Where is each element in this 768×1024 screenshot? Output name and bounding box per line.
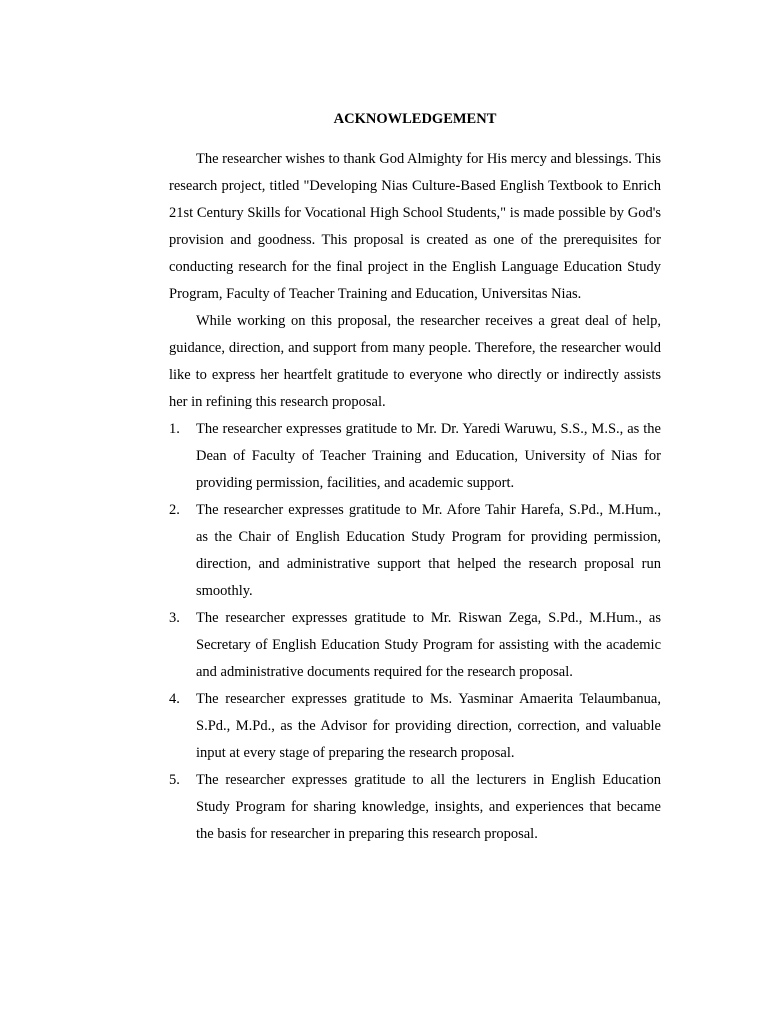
document-page bbox=[169, 108, 661, 848]
list-item-text: The researcher expresses gratitude to Mr. Riswan Zega, S.Pd., M.Hum., as Secretary of English Education Study Program for assisting with the academic and administrative documents required for the research proposal. bbox=[196, 610, 661, 680]
list-item-number: 1. bbox=[169, 421, 180, 437]
list-item bbox=[169, 605, 661, 686]
list-item-text: The researcher expresses gratitude to Mr. Afore Tahir Harefa, S.Pd., M.Hum., as the Chair of English Education Study Program for providing permission, direction, and administrative support that helped the research proposal run smoothly. bbox=[196, 502, 661, 599]
list-item bbox=[169, 416, 661, 497]
list-item-number: 5. bbox=[169, 772, 180, 788]
paragraph-intro: The researcher wishes to thank God Almighty for His mercy and blessings. This research project, titled "Developing Nias Culture-Based English Textbook to Enrich 21st Century Skills for Vocational High School Students," is made possible by God's provision and goodness. This proposal is created as one of the prerequisites for conducting research for the final project in the English Language Education Study Program, Faculty of Teacher Training and Education, Universitas Nias. bbox=[169, 151, 661, 302]
paragraph-gratitude: While working on this proposal, the researcher receives a great deal of help, guidance, direction, and support from many people. Therefore, the researcher would like to express her heartfelt gratitude to everyone who directly or indirectly assists her in refining this research proposal. bbox=[169, 313, 661, 410]
list-item-number: 3. bbox=[169, 610, 180, 626]
list-item bbox=[169, 497, 661, 605]
list-item-number: 4. bbox=[169, 691, 180, 707]
list-item-text: The researcher expresses gratitude to Ms. Yasminar Amaerita Telaumbanua, S.Pd., M.Pd., as the Advisor for providing direction, correction, and valuable input at every stage of preparing the research proposal. bbox=[196, 691, 661, 761]
list-item bbox=[169, 767, 661, 848]
list-item-text: The researcher expresses gratitude to all the lecturers in English Education Study Program for sharing knowledge, insights, and experiences that became the basis for researcher in preparing this research proposal. bbox=[196, 772, 661, 842]
list-item-text: The researcher expresses gratitude to Mr. Dr. Yaredi Waruwu, S.S., M.S., as the Dean of Faculty of Teacher Training and Education, University of Nias for providing permission, facilities, and academic support. bbox=[196, 421, 661, 491]
page-title: ACKNOWLEDGEMENT bbox=[333, 111, 497, 127]
list-item-number: 2. bbox=[169, 502, 180, 518]
acknowledgement-list bbox=[169, 416, 661, 848]
list-item bbox=[169, 686, 661, 767]
